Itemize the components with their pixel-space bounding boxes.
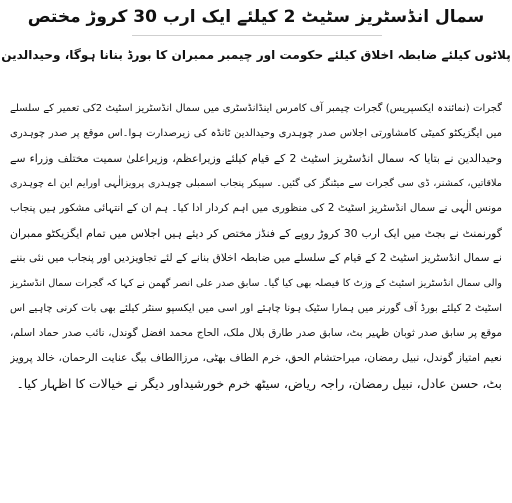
body-line: نعیم امتیاز گوندل، نبیل رمضان، میراحتشام الحق، خرم الطاف بھٹی، مرزاالطاف بیگ عنایت الرحمان، خالد پرویز — [10, 352, 502, 364]
body-line: میں ایگزیکٹو کمیٹی کامشاورتی اجلاس صدر چوہدری وحیدالدین ٹانڈہ کی زیرصدارت ہوا۔اس موقع پر صدر چوہدری — [10, 128, 502, 139]
body-line: بٹ، حسن عادل، نبیل رمضان، راجہ ریاض، سیٹھ خرم خورشیداور دیگر نے خیالات کا اظہار کیا۔ — [16, 376, 502, 391]
body-line: گورنمنٹ نے بجٹ میں ایک ارب 30 کروڑ روپے کے فنڈز مختص کر دیئے ہیں اجلاس میں تمام ایگزیکٹو ممبران — [10, 227, 502, 240]
subheadline: پلاٹوں کیلئے ضابطہ اخلاق کیلئے حکومت اور چیمبر ممبران کا بورڈ بنانا ہوگا، وحیدالدین — [1, 48, 511, 62]
headline: سمال انڈسٹریز سٹیٹ 2 کیلئے ایک ارب 30 کروڑ مختص — [27, 7, 485, 27]
body-line: گجرات (نمائندہ ایکسپریس) گجرات چیمبر آف کامرس اینڈانڈسٹری میں سمال انڈسٹریز اسٹیٹ 2کی تعمیر کے سلسلے — [10, 103, 502, 114]
article-body — [10, 96, 502, 396]
headline-divider — [132, 35, 382, 36]
body-line: والی سمال انڈسٹریز اسٹیٹ کے وزٹ کا فیصلہ بھی کیا گیا۔ سابق صدر علی انصر گھمن نے کہا کہ گجرات سمال انڈسٹریز — [10, 278, 502, 289]
body-line: نے سمال انڈسٹریز اسٹیٹ 2 کے قیام کے سلسلے میں ضابطہ اخلاق بنانے کے لئے تجاویزدیں اور پنجاب میں نئی بننے — [10, 252, 502, 264]
body-line: مونس الٰہی نے سمال انڈسٹریز اسٹیٹ 2 کی منظوری میں اہم کردار ادا کیا۔ ہم ان کے انتہائی مشکور ہیں پنجاب — [10, 202, 502, 214]
body-line: موقع پر سابق صدر ثوبان ظہیر بٹ، سابق صدر طارق بلال ملک، الحاج محمد افضل گوندل، نائب صدر حماد اسلم، — [10, 327, 502, 339]
body-line: اسٹیٹ 2 کیلئے بورڈ آف گورنر میں ہمارا سٹیک ہونا چاہئے اور اسی میں ایکسپو سنٹر کیلئے بھی بات کرنی چاہیے اس — [10, 303, 502, 314]
body-line: ملاقاتیں، کمشنر، ڈی سی گجرات سے میٹنگز کی گئیں۔ سپیکر پنجاب اسمبلی چوہدری پرویزالٰہی اورایم این اے چوہدری — [10, 178, 502, 189]
body-line: وحیدالدین نے بتایا کہ سمال انڈسٹریز اسٹیٹ 2 کے قیام کیلئے وزیراعظم، وزیراعلیٰ سمیت مختلف وزراء سے — [10, 152, 502, 165]
